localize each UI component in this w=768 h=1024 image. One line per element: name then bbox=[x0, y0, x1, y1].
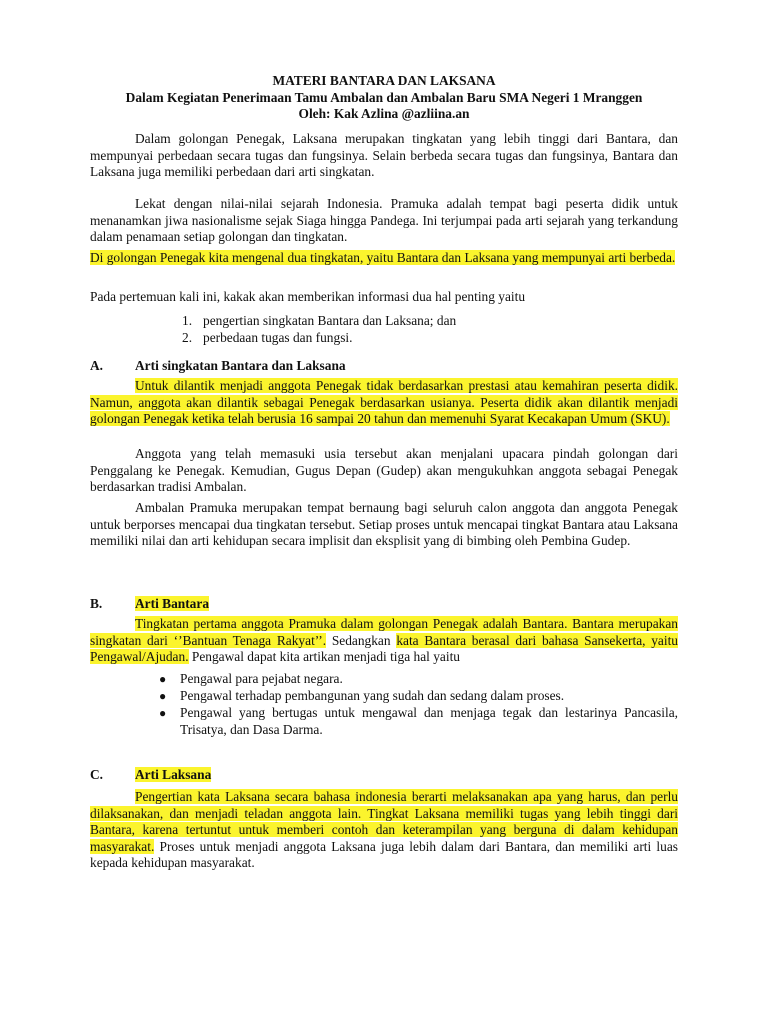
section-a-paragraph-3: Ambalan Pramuka merupakan tempat bernaung bagi seluruh calon anggota dan anggota Penegak untuk berporses mencapai dua tingkatan tersebut. Setiap proses untuk mencapai tingkat Bantara atau Laksana memiliki nilai dan arti kehidupan secara implisit dan eksplisit yang di bimbing oleh Pembina Gudep. bbox=[90, 500, 678, 548]
section-a-paragraph-1 bbox=[90, 378, 678, 428]
topics-list bbox=[182, 313, 456, 347]
section-a-paragraph-2: Anggota yang telah memasuki usia tersebut akan menjalani upacara pindah golongan dari Penggalang ke Penegak. Kemudian, Gugus Depan (Gudep) akan mengukuhkan anggota sebagai Penegak berdasarkan tradisi Ambalan. bbox=[90, 446, 678, 494]
highlighted-text: Pengertian kata Laksana secara bahasa indonesia berarti melaksanakan apa yang harus, dan perlu dilaksanakan, dan menjadi teladan anggota lain. Tingkat Laksana memiliki tugas yang lebih tinggi dari Bantara, karena tertuntut untuk memberi contoh dan keterampilan yang berguna di dalam kehidupan masyarakat. bbox=[90, 789, 678, 854]
section-a-heading: A. Arti singkatan Bantara dan Laksana bbox=[90, 358, 346, 373]
highlighted-text: Untuk dilantik menjadi anggota Penegak tidak berdasarkan prestasi atau kemahiran peserta didik. Namun, anggota akan dilantik sebagai Penegak berdasarkan usianya. Peserta didik akan dilantik menjadi golongan Penegak ketika telah berusia 16 sampai 20 tahun dan memenuhi Syarat Kecakapan Umum (SKU). bbox=[90, 378, 678, 426]
intro-paragraph-2: Lekat dengan nilai-nilai sejarah Indonesia. Pramuka adalah tempat bagi peserta didik untuk menanamkan jiwa nasionalisme sejak Siaga hingga Pandega. Ini terjumpai pada arti sejarah yang terkandung dalam penamaan setiap golongan dan tingkatan. bbox=[90, 196, 678, 244]
bullet-icon: ● bbox=[159, 706, 167, 720]
list-item: 1. pengertian singkatan Bantara dan Laksana; dan bbox=[182, 313, 457, 328]
list-item: ● Pengawal terhadap pembangunan yang sudah dan sedang dalam proses. bbox=[159, 688, 565, 703]
document-title: MATERI BANTARA DAN LAKSANA bbox=[272, 73, 496, 88]
highlighted-text: kata Bantara berasal dari bahasa Sansekerta, yaitu Pengawal/Ajudan. bbox=[90, 632, 679, 664]
bullet-icon: ● bbox=[159, 689, 167, 703]
section-c-heading: C. Arti Laksana bbox=[90, 767, 212, 782]
intro-paragraph-3 bbox=[90, 250, 678, 267]
list-item: ● Pengawal para pejabat negara. bbox=[159, 671, 343, 686]
intro-paragraph-1: Dalam golongan Penegak, Laksana merupakan tingkatan yang lebih tinggi dari Bantara, dan mempunyai perbedaan secara tugas dan fungsinya. Selain berbeda secara tugas dan fungsinya, Bantara dan Laksana juga memiliki perbedaan dari arti singkatan. bbox=[90, 131, 678, 179]
bantara-meaning-list bbox=[158, 671, 678, 739]
intro-paragraph-4: Pada pertemuan kali ini, kakak akan memberikan informasi dua hal penting yaitu bbox=[90, 289, 526, 304]
document-subtitle: Dalam Kegiatan Penerimaan Tamu Ambalan dan Ambalan Baru SMA Negeri 1 Mranggen bbox=[125, 90, 643, 105]
highlighted-text: Tingkatan pertama anggota Pramuka dalam golongan Penegak adalah Bantara. Bantara merupakan singkatan dari ‘’Bantuan Tenaga Rakyat’’. bbox=[90, 616, 678, 648]
section-c-paragraph: Pengertian kata Laksana secara bahasa indonesia berarti melaksanakan apa yang harus, dan perlu dilaksanakan, dan menjadi teladan anggota lain. Tingkat Laksana memiliki tugas yang lebih tinggi dari Bantara, karena tertuntut untuk memberi contoh dan keterampilan yang berguna di dalam kehidupan masyarakat. Proses untuk menjadi anggota Laksana juga lebih dalam dari Bantara, dan memiliki arti luas kepada kehidupan masyarakat. bbox=[90, 789, 678, 870]
list-item: ● Pengawal yang bertugas untuk mengawal dan menjaga tegak dan lestarinya Pancasila, Trisatya, dan Dasa Darma. bbox=[159, 705, 678, 737]
section-b-paragraph: Tingkatan pertama anggota Pramuka dalam golongan Penegak adalah Bantara. Bantara merupakan singkatan dari ‘’Bantuan Tenaga Rakyat’’. Sedangkan kata Bantara berasal dari bahasa Sansekerta, yaitu Pengawal/Ajudan. Pengawal dapat kita artikan menjadi tiga hal yaitu bbox=[90, 616, 679, 664]
document-author: Oleh: Kak Azlina @azliina.an bbox=[298, 106, 470, 121]
section-b-heading: B. Arti Bantara bbox=[90, 596, 210, 611]
bullet-icon: ● bbox=[159, 672, 167, 686]
highlighted-text: Di golongan Penegak kita mengenal dua tingkatan, yaitu Bantara dan Laksana yang mempunyai arti berbeda. bbox=[90, 250, 676, 265]
list-item: 2. perbedaan tugas dan fungsi. bbox=[182, 330, 353, 345]
